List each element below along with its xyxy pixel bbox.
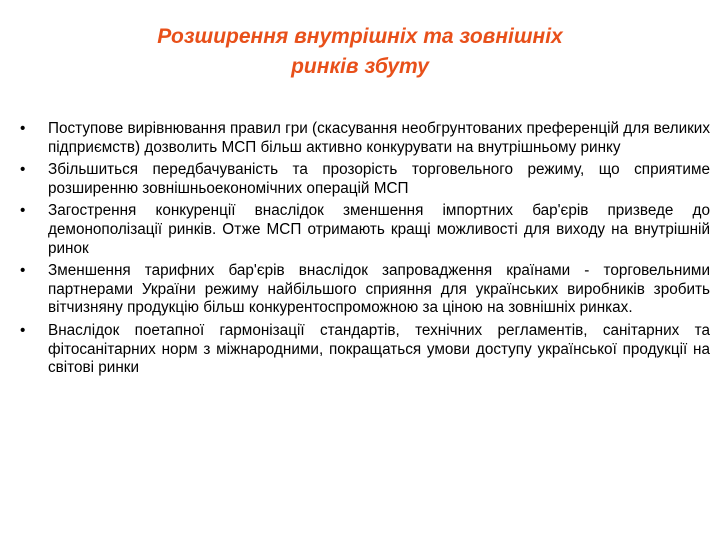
bullet-text: Зменшення тарифних бар'єрів внаслідок запровадження країнами - торговельними партнерами України режиму найбільшого сприяння для українських виробників зробить вітчизняну продукцію більш конкурентоспроможною за ціною на зовнішніх ринках. <box>48 262 710 317</box>
bullet-item-3 <box>20 202 710 258</box>
bullet-icon: • <box>20 161 26 179</box>
bullet-text: Збільшиться передбачуваність та прозорість торговельного режиму, що сприятиме розширенню зовнішньоекономічних операцій МСП <box>48 161 710 197</box>
bullet-icon: • <box>20 202 26 220</box>
bullet-text: Поступове вирівнювання правил гри (скасування необгрунтованих преференцій для великих підприємств) дозволить МСП більш активно конкурувати на внутрішньому ринку <box>48 120 710 156</box>
slide-title-line-2: ринків збуту <box>291 55 429 78</box>
bullet-icon: • <box>20 321 26 339</box>
bullet-item-4 <box>20 262 710 318</box>
bullet-item-5 <box>20 322 710 378</box>
bullet-icon: • <box>20 262 26 280</box>
bullet-list <box>20 120 710 382</box>
slide-title-line-1: Розширення внутрішніх та зовнішніх <box>157 25 563 48</box>
slide-title <box>60 22 660 82</box>
bullet-text: Внаслідок поетапної гармонізації стандартів, технічних регламентів, санітарних та фітосанітарних норм з міжнародними, покращаться умови доступу української продукції на світові ринки <box>48 321 710 377</box>
bullet-icon: • <box>20 120 26 137</box>
bullet-text: Загострення конкуренції внаслідок зменшення імпортних бар'єрів призведе до демонополізації ринків. Отже МСП отримають кращі можливості для виходу на внутрішній ринок <box>48 202 710 257</box>
bullet-item-2 <box>20 161 710 198</box>
bullet-item-1 <box>20 120 710 157</box>
